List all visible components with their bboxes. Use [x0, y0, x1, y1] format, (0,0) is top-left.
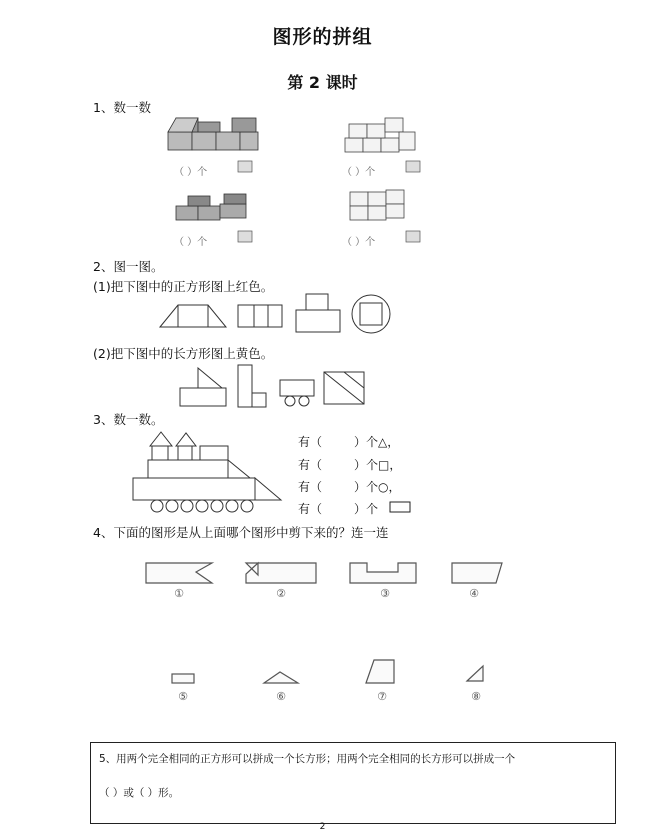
q4-number-3: ③ [380, 587, 390, 600]
q1-blank-4[interactable]: （ ）个 [342, 237, 376, 248]
cube-figure-4 [350, 190, 404, 220]
page-title: 图形的拼组 [272, 26, 373, 48]
q4-number-6: ⑥ [276, 690, 286, 703]
q2-part2: (2)把下图中的长方形图上黄色。 [93, 346, 274, 361]
q2-shapes-row1 [160, 294, 390, 333]
q1-blank-1[interactable]: （ ）个 [174, 167, 208, 178]
q3-line-square[interactable] [298, 456, 401, 473]
q4-number-1: ① [174, 587, 184, 600]
q3-line-suffix: ）个○， [354, 480, 401, 494]
page-number: 2 [319, 822, 326, 832]
q2-shapes-row2 [180, 365, 364, 407]
q4-number-8: ⑧ [471, 690, 481, 703]
q1-blank-3[interactable]: （ ）个 [174, 237, 208, 248]
q5-line2[interactable]: （ ）或（ ）形。 [99, 787, 180, 799]
q4-top-shapes [146, 563, 502, 583]
q1-blank-2[interactable]: （ ）个 [342, 167, 376, 178]
q1-label: 1、数一数 [93, 100, 151, 115]
q3-line-prefix: 有（ [298, 435, 323, 449]
q3-line-prefix: 有（ [298, 480, 323, 494]
cube-figure-1 [168, 118, 258, 150]
small-rectangle-icon [390, 502, 410, 512]
lesson-subtitle: 第 2 课时 [287, 73, 358, 92]
q5-box [90, 742, 616, 824]
cube-figure-3 [176, 194, 246, 220]
q2-part1: (1)把下图中的正方形图上红色。 [93, 279, 274, 294]
q4-bottom-shapes [172, 660, 483, 683]
q3-line-suffix: ）个△， [354, 435, 400, 449]
q3-line-rectangle[interactable] [298, 500, 378, 517]
q3-line-suffix: ）个□， [354, 458, 402, 472]
q3-label: 3、数一数。 [93, 412, 164, 427]
q3-line-prefix: 有（ [298, 458, 323, 472]
cube-figure-2 [345, 118, 415, 152]
q4-number-4: ④ [469, 587, 479, 600]
q3-line-triangle[interactable] [298, 433, 399, 450]
q3-line-circle[interactable] [298, 478, 401, 495]
q4-number-7: ⑦ [377, 690, 387, 703]
q4-label: 4、下面的图形是从上面哪个图形中剪下来的？连一连 [93, 525, 389, 540]
q3-line-prefix: 有（ [298, 502, 323, 516]
q3-line-suffix: ）个 [354, 502, 379, 516]
q5-line1: 5、用两个完全相同的正方形可以拼成一个长方形；用两个完全相同的长方形可以拼成一个 [99, 753, 516, 765]
train-figure [133, 432, 281, 512]
q2-label: 2、图一图。 [93, 259, 164, 274]
q4-number-2: ② [276, 587, 286, 600]
q4-number-5: ⑤ [178, 690, 188, 703]
